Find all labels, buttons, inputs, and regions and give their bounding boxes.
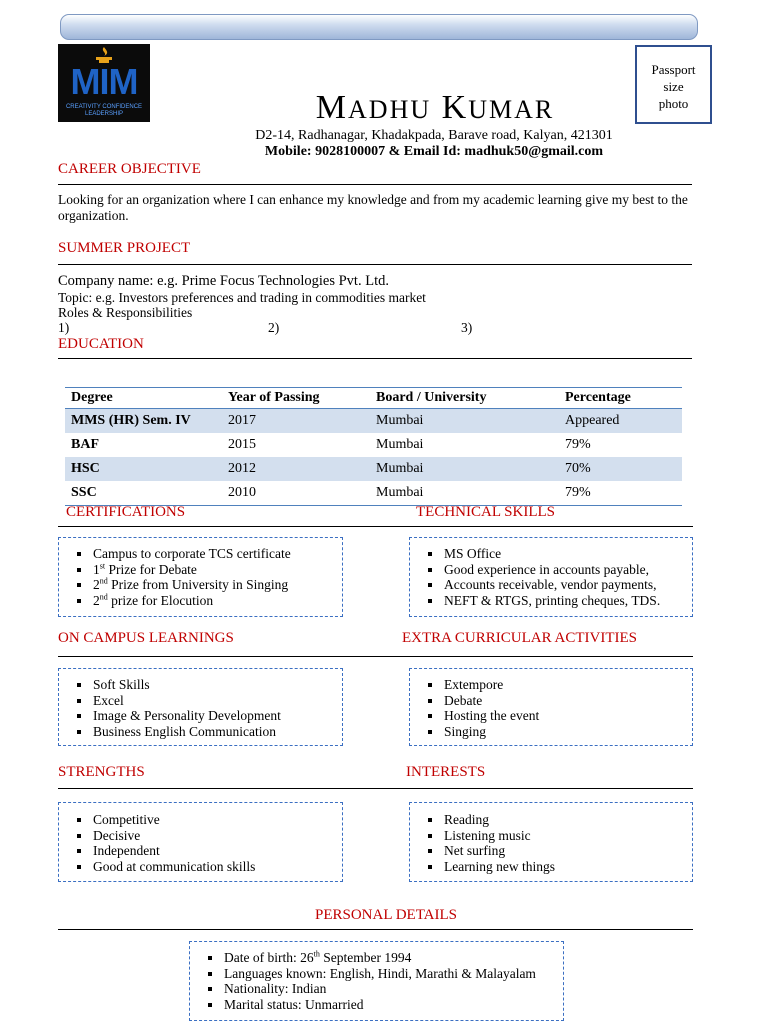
list-item: 1st Prize for Debate bbox=[74, 562, 342, 578]
table-row bbox=[65, 409, 682, 434]
project-company: Company name: e.g. Prime Focus Technologies Pvt. Ltd. bbox=[58, 273, 389, 289]
technical-skills-list bbox=[425, 546, 692, 608]
table-header-row bbox=[65, 388, 682, 409]
list-item: Languages known: English, Hindi, Marathi & Malayalam bbox=[205, 966, 563, 982]
column-header: Degree bbox=[65, 388, 222, 409]
list-item: Soft Skills bbox=[74, 677, 342, 693]
section-divider bbox=[58, 788, 693, 789]
photo-label-line: size bbox=[663, 79, 684, 94]
on-campus-box bbox=[58, 668, 343, 746]
list-item: Listening music bbox=[425, 828, 692, 844]
section-divider bbox=[58, 264, 692, 265]
project-role-2: 2) bbox=[268, 320, 280, 335]
personal-details-heading: PERSONAL DETAILS bbox=[315, 907, 457, 923]
table-cell: Appeared bbox=[559, 409, 682, 434]
table-cell: MMS (HR) Sem. IV bbox=[65, 409, 222, 434]
institute-logo bbox=[58, 44, 150, 122]
education-heading: EDUCATION bbox=[58, 336, 144, 352]
certifications-box bbox=[58, 537, 343, 617]
list-item: Marital status: Unmarried bbox=[205, 997, 563, 1013]
table-cell: 70% bbox=[559, 457, 682, 481]
technical-skills-heading: TECHNICAL SKILLS bbox=[416, 504, 556, 520]
summer-project-heading: SUMMER PROJECT bbox=[58, 240, 191, 256]
logo-tagline-2: LEADERSHIP bbox=[84, 111, 123, 117]
list-item: Decisive bbox=[74, 828, 342, 844]
list-item: Competitive bbox=[74, 812, 342, 828]
on-campus-list bbox=[74, 677, 342, 739]
table-cell: 2017 bbox=[222, 409, 370, 434]
table-row bbox=[65, 457, 682, 481]
table-cell: Mumbai bbox=[370, 457, 559, 481]
table-cell: 2012 bbox=[222, 457, 370, 481]
career-objective-heading: CAREER OBJECTIVE bbox=[58, 161, 201, 177]
section-divider bbox=[58, 526, 693, 527]
address: D2-14, Radhanagar, Khadakpada, Barave road, Kalyan, 421301 bbox=[255, 128, 613, 143]
table-cell: Mumbai bbox=[376, 437, 424, 452]
strengths-list bbox=[74, 812, 342, 874]
table-cell: HSC bbox=[65, 457, 222, 481]
personal-details-box bbox=[189, 941, 564, 1021]
education-table bbox=[65, 387, 682, 506]
list-item: 2nd prize for Elocution bbox=[74, 593, 342, 609]
list-item: Independent bbox=[74, 843, 342, 859]
list-item: Learning new things bbox=[425, 859, 692, 875]
career-objective-text: Looking for an organization where I can enhance my knowledge and from my academic learning give my best to the organization. bbox=[58, 192, 688, 223]
table-cell: 79% bbox=[565, 437, 591, 452]
project-topic: Topic: e.g. Investors preferences and trading in commodities market bbox=[58, 290, 426, 305]
strengths-box bbox=[58, 802, 343, 882]
list-item: Hosting the event bbox=[425, 708, 692, 724]
table-cell: BAF bbox=[71, 437, 99, 452]
table-cell: 79% bbox=[559, 481, 682, 506]
logo-letters: MIM bbox=[70, 61, 138, 102]
column-header: Percentage bbox=[559, 388, 682, 409]
table-cell: 2015 bbox=[228, 437, 256, 452]
project-roles-label: Roles & Responsibilities bbox=[58, 305, 193, 320]
list-item: Nationality: Indian bbox=[205, 981, 563, 997]
interests-list bbox=[425, 812, 692, 874]
table-cell: Mumbai bbox=[370, 409, 559, 434]
list-item: Good experience in accounts payable, bbox=[425, 562, 692, 578]
list-item: Reading bbox=[425, 812, 692, 828]
table-cell: SSC bbox=[65, 481, 222, 506]
list-item: Business English Communication bbox=[74, 724, 342, 740]
table-row bbox=[65, 433, 682, 457]
list-item: 2nd Prize from University in Singing bbox=[74, 577, 342, 593]
project-role-3: 3) bbox=[461, 320, 473, 335]
extra-curricular-heading: EXTRA CURRICULAR ACTIVITIES bbox=[402, 630, 638, 646]
certifications-heading: CERTIFICATIONS bbox=[66, 504, 186, 520]
extra-curricular-box bbox=[409, 668, 693, 746]
list-item: MS Office bbox=[425, 546, 692, 562]
contact-line: Mobile: 9028100007 & Email Id: madhuk50@gmail.com bbox=[264, 144, 604, 159]
project-role-1: 1) bbox=[58, 320, 70, 335]
table-cell: Mumbai bbox=[370, 481, 559, 506]
strengths-heading: STRENGTHS bbox=[58, 764, 145, 780]
list-item: Extempore bbox=[425, 677, 692, 693]
section-divider bbox=[58, 358, 692, 359]
list-item: NEFT & RTGS, printing cheques, TDS. bbox=[425, 593, 692, 609]
section-divider bbox=[58, 929, 693, 930]
on-campus-heading: ON CAMPUS LEARNINGS bbox=[58, 630, 234, 646]
list-item: Accounts receivable, vendor payments, bbox=[425, 577, 692, 593]
list-item: Debate bbox=[425, 693, 692, 709]
photo-label-line: photo bbox=[658, 96, 689, 111]
table-row bbox=[65, 481, 682, 506]
list-item: Image & Personality Development bbox=[74, 708, 342, 724]
table-cell: 2010 bbox=[222, 481, 370, 506]
extra-curricular-list bbox=[425, 677, 692, 739]
list-item: Good at communication skills bbox=[74, 859, 342, 875]
logo-tagline: CREATIVITY CONFIDENCE bbox=[65, 104, 143, 110]
certifications-list bbox=[74, 546, 342, 608]
list-item: Singing bbox=[425, 724, 692, 740]
photo-label-line: Passport bbox=[651, 62, 696, 77]
list-item: Excel bbox=[74, 693, 342, 709]
technical-skills-box bbox=[409, 537, 693, 617]
section-divider bbox=[58, 184, 692, 185]
header-banner-bar bbox=[60, 14, 698, 40]
column-header: Year of Passing bbox=[222, 388, 370, 409]
candidate-name: MADHU KUMAR bbox=[315, 89, 555, 126]
list-item: Date of birth: 26th September 1994 bbox=[205, 950, 563, 966]
interests-heading: INTERESTS bbox=[406, 764, 486, 780]
interests-box bbox=[409, 802, 693, 882]
list-item: Campus to corporate TCS certificate bbox=[74, 546, 342, 562]
section-divider bbox=[58, 656, 693, 657]
column-header: Board / University bbox=[370, 388, 559, 409]
personal-details-list bbox=[205, 950, 563, 1012]
list-item: Net surfing bbox=[425, 843, 692, 859]
